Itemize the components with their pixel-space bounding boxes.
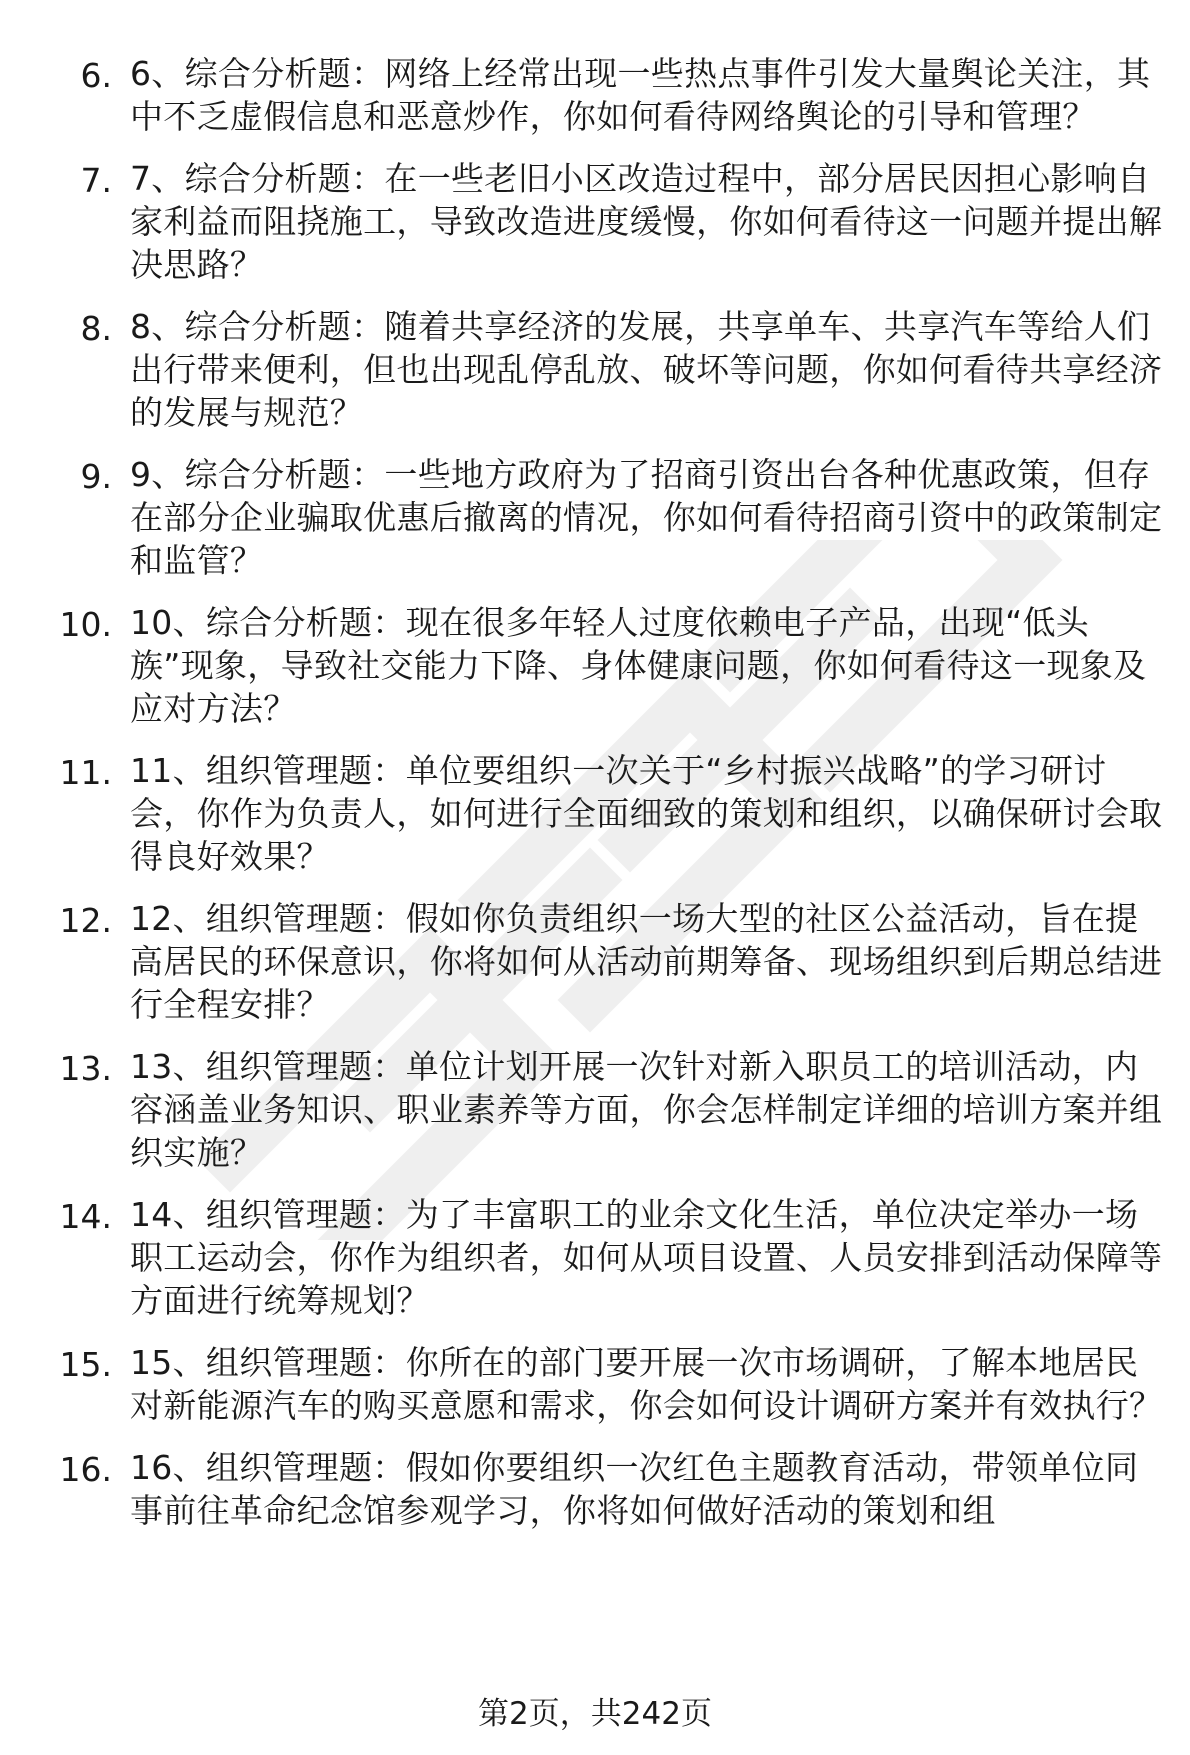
question-number: 8. (80, 309, 112, 348)
question-number: 13. (59, 1049, 112, 1088)
question-item (0, 601, 1190, 730)
question-item (0, 157, 1190, 286)
question-item (0, 1341, 1190, 1427)
question-item (0, 305, 1190, 434)
question-number: 16. (59, 1450, 112, 1489)
question-item (0, 749, 1190, 878)
question-text: 10、综合分析题：现在很多年轻人过度依赖电子产品，出现“低头族”现象，导致社交能力下降、身体健康问题，你如何看待这一现象及应对方法？ (130, 603, 1147, 728)
question-item (0, 1446, 1190, 1532)
question-number: 6. (80, 56, 112, 95)
question-list (0, 52, 1190, 1551)
question-number: 11. (59, 753, 112, 792)
question-text: 9、综合分析题：一些地方政府为了招商引资出台各种优惠政策，但存在部分企业骗取优惠后撤离的情况，你如何看待招商引资中的政策制定和监管？ (130, 455, 1163, 580)
question-text: 14、组织管理题：为了丰富职工的业余文化生活，单位决定举办一场职工运动会，你作为组织者，如何从项目设置、人员安排到活动保障等方面进行统筹规划？ (130, 1195, 1163, 1320)
question-text: 12、组织管理题：假如你负责组织一场大型的社区公益活动，旨在提高居民的环保意识，你将如何从活动前期筹备、现场组织到后期总结进行全程安排？ (130, 899, 1163, 1024)
question-number: 12. (59, 901, 112, 940)
question-number: 9. (80, 457, 112, 496)
question-text: 16、组织管理题：假如你要组织一次红色主题教育活动，带领单位同事前往革命纪念馆参观学习，你将如何做好活动的策划和组 (130, 1448, 1139, 1530)
question-item (0, 897, 1190, 1026)
question-item (0, 1045, 1190, 1174)
question-text: 7、综合分析题：在一些老旧小区改造过程中，部分居民因担心影响自家利益而阻挠施工，导致改造进度缓慢，你如何看待这一问题并提出解决思路？ (130, 159, 1163, 284)
question-text: 15、组织管理题：你所在的部门要开展一次市场调研，了解本地居民对新能源汽车的购买意愿和需求，你会如何设计调研方案并有效执行？ (130, 1343, 1163, 1425)
question-text: 13、组织管理题：单位计划开展一次针对新入职员工的培训活动，内容涵盖业务知识、职业素养等方面，你会怎样制定详细的培训方案并组织实施？ (130, 1047, 1163, 1172)
question-number: 15. (59, 1345, 112, 1384)
page-footer: 第2页，共242页 (478, 1696, 712, 1732)
question-text: 6、综合分析题：网络上经常出现一些热点事件引发大量舆论关注，其中不乏虚假信息和恶意炒作，你如何看待网络舆论的引导和管理？ (130, 54, 1151, 136)
question-item (0, 1193, 1190, 1322)
question-number: 10. (59, 605, 112, 644)
question-text: 11、组织管理题：单位要组织一次关于“乡村振兴战略”的学习研讨会，你作为负责人，如何进行全面细致的策划和组织，以确保研讨会取得良好效果？ (130, 751, 1163, 876)
question-item (0, 453, 1190, 582)
question-item (0, 52, 1190, 138)
question-number: 7. (80, 161, 112, 200)
question-text: 8、综合分析题：随着共享经济的发展，共享单车、共享汽车等给人们出行带来便利，但也出现乱停乱放、破坏等问题，你如何看待共享经济的发展与规范？ (130, 307, 1163, 432)
question-number: 14. (59, 1197, 112, 1236)
